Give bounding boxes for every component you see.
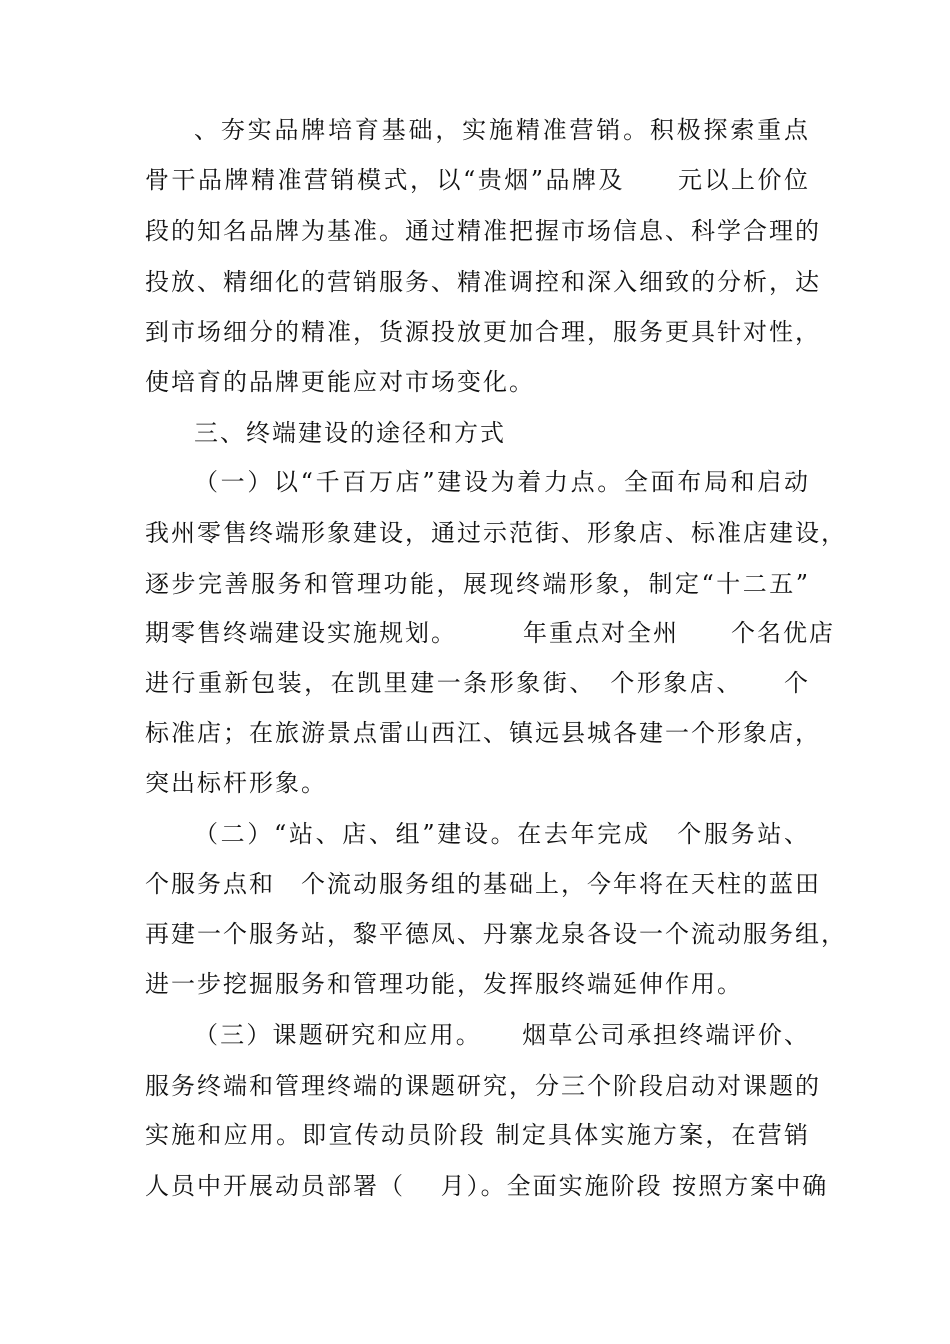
- text-line-16: 个服务点和 个流动服务组的基础上，今年将在天柱的蓝田: [145, 870, 821, 898]
- text-line-8: （一）以“千百万店”建设为着力点。全面布局和启动: [194, 468, 810, 496]
- text-line-15: （二）“站、店、组”建设。在去年完成 个服务站、: [194, 820, 810, 848]
- text-line-12: 进行重新包装，在凯里建一条形象街、 个形象店、 个: [145, 669, 810, 697]
- text-line-6: 使培育的品牌更能应对市场变化。: [145, 368, 535, 396]
- text-line-13: 标准店；在旅游景点雷山西江、镇远县城各建一个形象店，: [145, 719, 821, 747]
- text-line-10: 逐步完善服务和管理功能，展现终端形象，制定“十二五”: [145, 570, 810, 598]
- text-line-20: 服务终端和管理终端的课题研究，分三个阶段启动对课题的: [145, 1072, 821, 1100]
- text-line-19: （三）课题研究和应用。 烟草公司承担终端评价、: [194, 1021, 810, 1049]
- text-line-14: 突出标杆形象。: [145, 769, 327, 797]
- text-line-9: 我州零售终端形象建设，通过示范街、形象店、标准店建设，: [145, 519, 847, 547]
- section-heading: 三、终端建设的途径和方式: [194, 419, 506, 447]
- text-line-1: 、夯实品牌培育基础，实施精准营销。积极探索重点: [194, 116, 810, 144]
- text-line-2: 骨干品牌精准营销模式，以“贵烟”品牌及 元以上价位: [145, 166, 810, 194]
- text-line-3: 段的知名品牌为基准。通过精准把握市场信息、科学合理的: [145, 217, 821, 245]
- text-line-21: 实施和应用。即宣传动员阶段 制定具体实施方案，在营销: [145, 1121, 810, 1149]
- text-line-18: 进一步挖掘服务和管理功能，发挥服终端延伸作用。: [145, 970, 743, 998]
- text-line-5: 到市场细分的精准，货源投放更加合理，服务更具针对性，: [145, 318, 821, 346]
- text-line-22: 人员中开展动员部署（ 月）。全面实施阶段 按照方案中确: [145, 1172, 829, 1200]
- text-line-11: 期零售终端建设实施规划。 年重点对全州 个名优店: [145, 619, 835, 647]
- text-line-4: 投放、精细化的营销服务、精准调控和深入细致的分析，达: [145, 268, 821, 296]
- text-line-17: 再建一个服务站，黎平德凤、丹寨龙泉各设一个流动服务组，: [145, 920, 847, 948]
